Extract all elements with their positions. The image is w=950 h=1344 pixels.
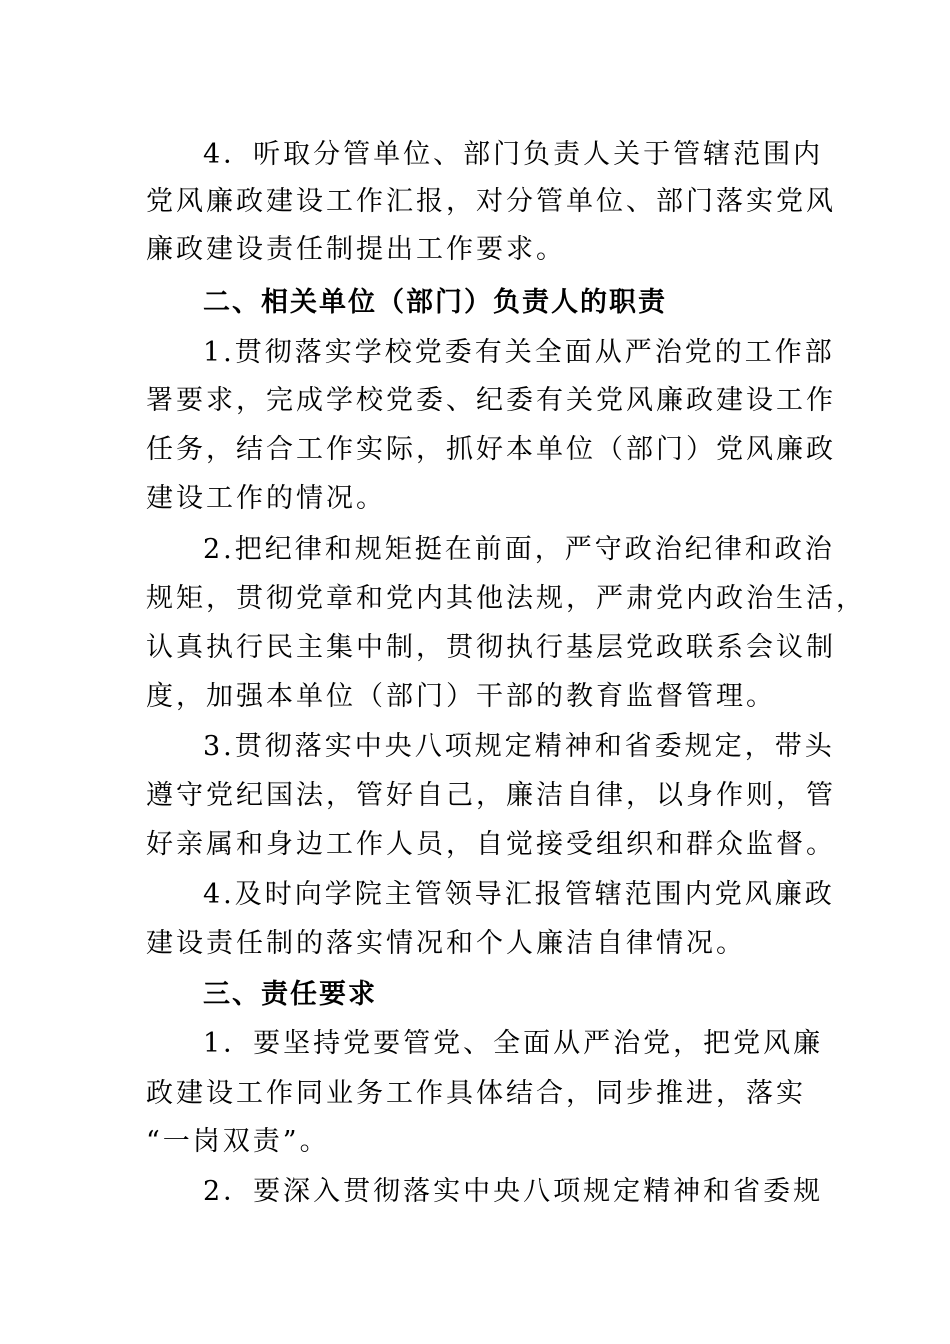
paragraph-line: 2．要深入贯彻落实中央八项规定精神和省委规 — [203, 1176, 824, 1207]
paragraph-line: 政建设工作同业务工作具体结合，同步推进，落实 — [146, 1078, 806, 1109]
paragraph-line: 党风廉政建设工作汇报，对分管单位、部门落实党风 — [146, 186, 836, 217]
paragraph-line: 认真执行民主集中制，贯彻执行基层党政联系会议制 — [146, 632, 836, 663]
paragraph-line: 4．听取分管单位、部门负责人关于管辖范围内 — [203, 139, 824, 170]
paragraph-line: 4.及时向学院主管领导汇报管辖范围内党风廉政 — [203, 879, 835, 910]
paragraph-line: 任务，结合工作实际，抓好本单位（部门）党风廉政 — [146, 434, 836, 465]
paragraph-line: 廉政建设责任制提出工作要求。 — [146, 234, 566, 265]
section-heading: 三、责任要求 — [203, 979, 377, 1010]
paragraph-line: 3.贯彻落实中央八项规定精神和省委规定，带头 — [203, 731, 835, 762]
paragraph-line: 规矩，贯彻党章和党内其他法规，严肃党内政治生活， — [146, 583, 866, 614]
paragraph-line: 署要求，完成学校党委、纪委有关党风廉政建设工作 — [146, 385, 836, 416]
paragraph-line: 2.把纪律和规矩挺在前面，严守政治纪律和政治 — [203, 534, 835, 565]
paragraph-line: 建设工作的情况。 — [146, 483, 386, 514]
section-heading: 二、相关单位（部门）负责人的职责 — [203, 287, 667, 318]
paragraph-line: 建设责任制的落实情况和个人廉洁自律情况。 — [146, 928, 746, 959]
paragraph-line: 遵守党纪国法，管好自己，廉洁自律，以身作则，管 — [146, 780, 836, 811]
paragraph-line: “一岗双责”。 — [146, 1126, 330, 1157]
paragraph-line: 好亲属和身边工作人员，自觉接受组织和群众监督。 — [146, 829, 836, 860]
paragraph-line: 1．要坚持党要管党、全面从严治党，把党风廉 — [203, 1028, 824, 1059]
paragraph-line: 度，加强本单位（部门）干部的教育监督管理。 — [146, 681, 776, 712]
paragraph-line: 1.贯彻落实学校党委有关全面从严治党的工作部 — [203, 337, 835, 368]
